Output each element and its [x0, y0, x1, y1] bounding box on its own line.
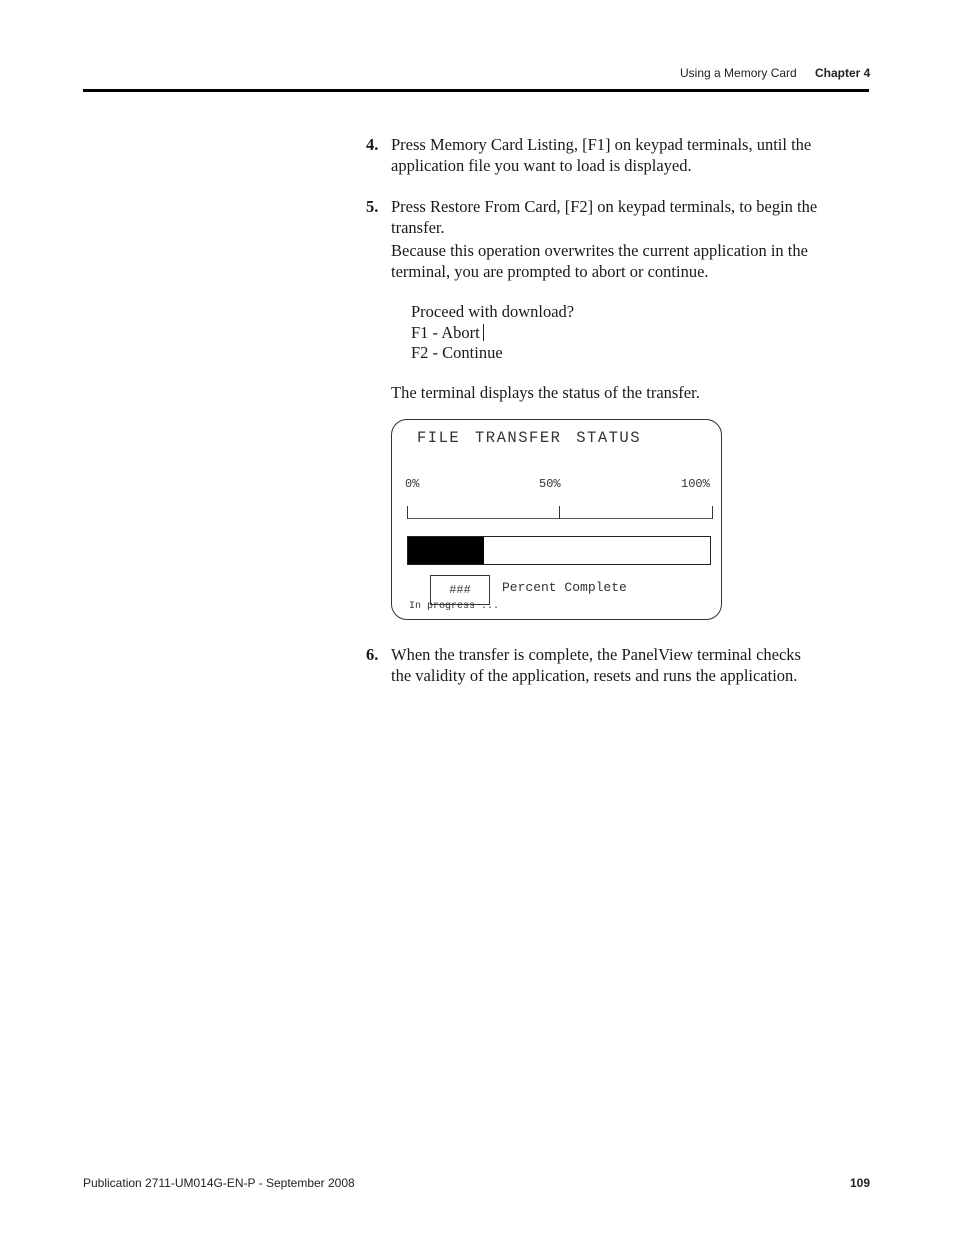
text-cursor [483, 324, 484, 341]
step-line: When the transfer is complete, the PanelView terminal checks [391, 645, 801, 664]
scale-label-100: 100% [681, 477, 710, 491]
scale-ruler [407, 506, 713, 519]
note-line: terminal, you are prompted to abort or continue. [391, 262, 709, 281]
progress-fill [408, 537, 484, 564]
prompt-question: Proceed with download? [411, 302, 575, 321]
step-line: application file you want to load is displayed. [391, 156, 692, 175]
running-header-chapter: Chapter 4 [815, 66, 871, 80]
step-number: 6. [366, 645, 379, 664]
page-number: 109 [850, 1176, 871, 1190]
step-line: the validity of the application, resets and runs the application. [391, 666, 798, 685]
step-5-note [391, 240, 868, 282]
step-number: 4. [366, 135, 379, 154]
step-text [391, 196, 868, 238]
progress-bar [407, 536, 711, 565]
screen-title: FILE TRANSFER STATUS [417, 429, 642, 447]
status-text: In progress ... [409, 601, 500, 612]
ruler-baseline [408, 518, 712, 519]
step-text [391, 134, 868, 176]
footer-publication: Publication 2711-UM014G-EN-P - September 2008 [83, 1176, 355, 1190]
running-header-section: Using a Memory Card [680, 66, 797, 80]
ruler-midpoint-tick [559, 506, 560, 519]
step-line: Press Memory Card Listing, [F1] on keypad terminals, until the [391, 135, 812, 154]
header-rule [83, 89, 869, 92]
percent-complete-label: Percent Complete [502, 580, 627, 595]
percent-value-box: ### [430, 575, 490, 605]
prompt-option-continue: F2 - Continue [411, 343, 503, 362]
note-line: Because this operation overwrites the current application in the [391, 241, 808, 260]
scale-label-0: 0% [405, 477, 420, 491]
prompt-option-label: F1 - Abort [411, 323, 480, 342]
prompt-option-abort [411, 322, 484, 343]
step-text [391, 644, 868, 686]
status-intro: The terminal displays the status of the transfer. [391, 383, 700, 402]
step-line: Press Restore From Card, [F2] on keypad terminals, to begin the [391, 197, 818, 216]
file-transfer-status-screen [391, 419, 722, 620]
step-line: transfer. [391, 218, 445, 237]
step-number: 5. [366, 197, 379, 216]
scale-label-50: 50% [539, 477, 561, 491]
